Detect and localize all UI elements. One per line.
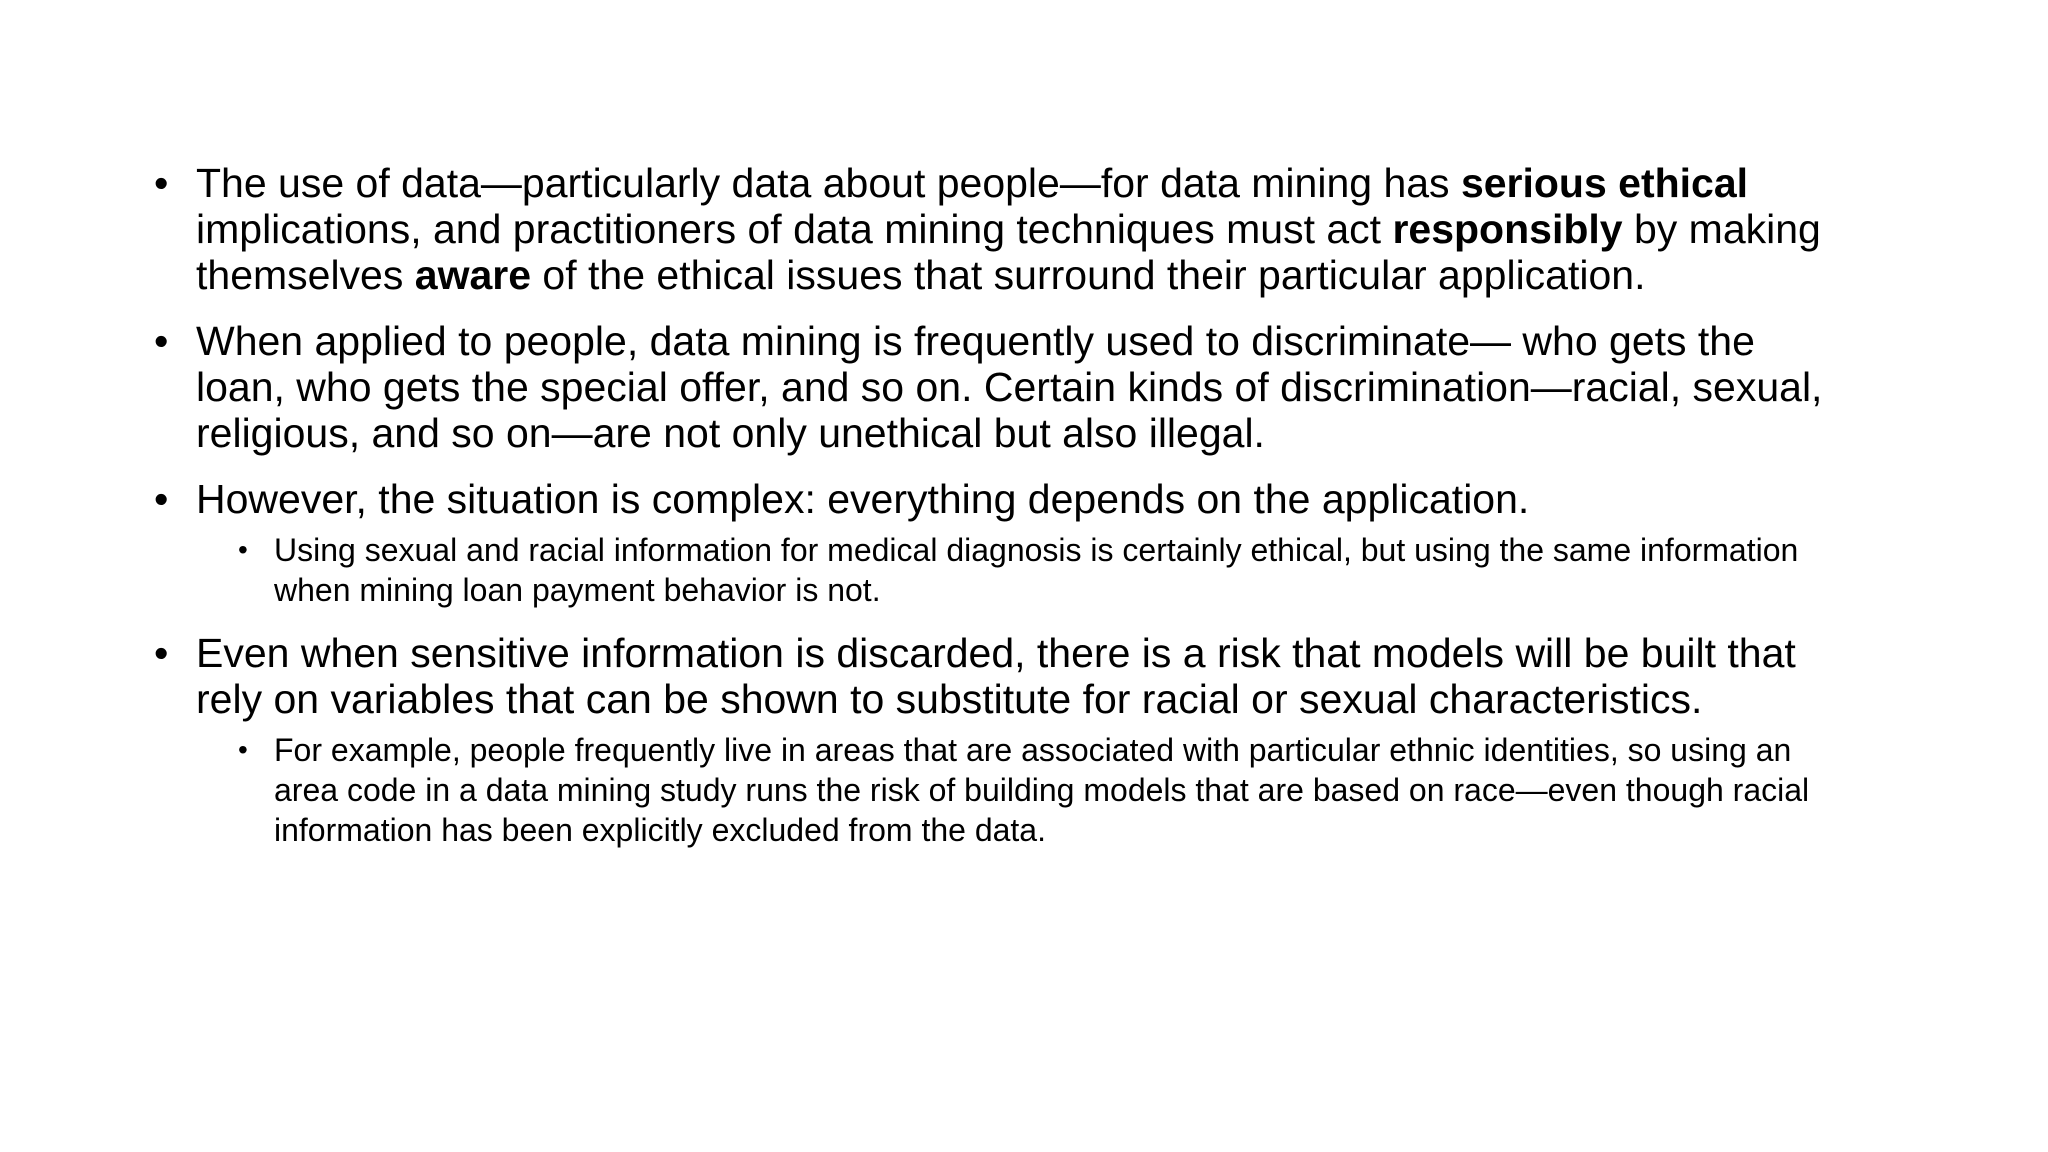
- slide-body: [150, 160, 1850, 870]
- bullet-list: [150, 160, 1850, 850]
- bullet-text: When applied to people, data mining is frequently used to discriminate— who gets the loan, who gets the special offer, and so on. Certain kinds of discrimination—racial, sexual, religious, and so on—are not only unethical but also illegal.: [196, 318, 1823, 456]
- sub-bullet-item-area-code-example: [196, 730, 1850, 850]
- text-segment: implications, and practitioners of data mining techniques must act: [196, 206, 1393, 252]
- bullet-item-discrimination: [150, 318, 1850, 456]
- sub-bullet-text: Using sexual and racial information for medical diagnosis is certainly ethical, but using the same information when mining loan payment behavior is not.: [274, 532, 1799, 608]
- bullet-icon: •: [238, 734, 248, 765]
- bullet-icon: •: [154, 630, 169, 676]
- bold-text-segment: aware: [414, 252, 532, 298]
- text-segment: by making themselves: [196, 206, 1821, 298]
- bullet-text: Even when sensitive information is discarded, there is a risk that models will be built that rely on variables that can be shown to substitute for racial or sexual characteristics.: [196, 630, 1796, 722]
- bullet-item-proxy-variables: [150, 630, 1850, 850]
- bullet-text: However, the situation is complex: everything depends on the application.: [196, 476, 1530, 522]
- bullet-text: [196, 160, 1821, 298]
- text-segment: of the ethical issues that surround their particular application.: [531, 252, 1646, 298]
- sub-bullet-text: For example, people frequently live in areas that are associated with particular ethnic identities, so using an area code in a data mining study runs the risk of building models that are based on race—even though racial information has been explicitly excluded from the data.: [274, 732, 1810, 848]
- sub-bullet-list: [196, 530, 1850, 610]
- sub-bullet-list: [196, 730, 1850, 850]
- bullet-icon: •: [238, 534, 248, 565]
- bold-text-segment: serious ethical: [1460, 160, 1749, 206]
- text-segment: The use of data—particularly data about people—for data mining has: [196, 160, 1461, 206]
- bullet-icon: •: [154, 476, 169, 522]
- bullet-icon: •: [154, 160, 169, 206]
- bullet-item-complexity: [150, 476, 1850, 610]
- bullet-icon: •: [154, 318, 169, 364]
- bold-text-segment: responsibly: [1392, 206, 1623, 252]
- sub-bullet-item-medical-diagnosis: [196, 530, 1850, 610]
- bullet-item-ethical-implications: [150, 160, 1850, 298]
